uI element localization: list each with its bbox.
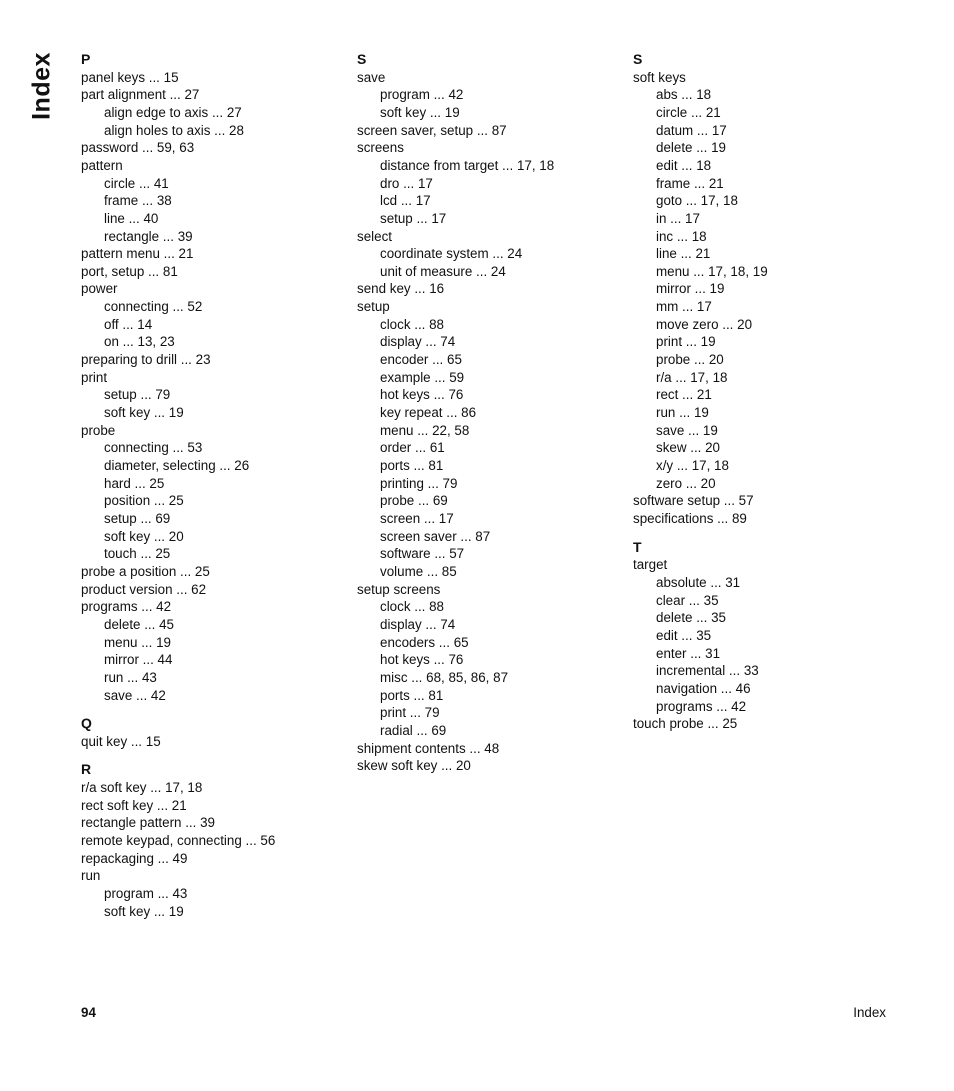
index-entry: rect soft key ... 21 [81,797,187,813]
index-entry: software setup ... 57 [633,493,754,509]
index-subentry: setup ... 17 [380,210,447,226]
index-subentry: dro ... 17 [380,175,433,191]
index-subentry: circle ... 21 [656,104,721,120]
index-subentry: menu ... 22, 58 [380,422,470,438]
index-subentry: align holes to axis ... 28 [104,122,244,138]
index-subentry: lcd ... 17 [380,193,431,209]
index-subentry: clock ... 88 [380,316,445,332]
index-entry: pattern menu ... 21 [81,246,194,262]
index-subentry: probe ... 69 [380,493,448,509]
index-entry: part alignment ... 27 [81,87,200,103]
index-subentry: inc ... 18 [656,228,707,244]
index-subentry: hot keys ... 76 [380,387,464,403]
index-subentry: on ... 13, 23 [104,334,175,350]
index-subentry: save ... 19 [656,422,718,438]
footer-section-title: Index [853,1005,886,1020]
index-letter-heading: P [81,51,91,67]
index-subentry: print ... 19 [656,334,716,350]
index-subentry: printing ... 79 [380,475,458,491]
index-letter-heading: S [357,51,367,67]
index-entry: setup [357,299,390,315]
side-tab-title [26,50,58,122]
index-subentry: distance from target ... 17, 18 [380,157,555,173]
index-entry: specifications ... 89 [633,511,747,526]
index-entry: skew soft key ... 20 [357,758,471,774]
index-subentry: unit of measure ... 24 [380,263,506,279]
index-subentry: rect ... 21 [656,387,712,403]
index-column-3 [633,50,893,733]
index-subentry: misc ... 68, 85, 86, 87 [380,669,509,685]
index-entry: product version ... 62 [81,581,207,597]
index-entry: send key ... 16 [357,281,445,297]
index-subentry: display ... 74 [380,334,456,350]
index-subentry: key repeat ... 86 [380,405,477,421]
index-subentry: navigation ... 46 [656,680,751,696]
index-subentry: line ... 40 [104,210,159,226]
index-entry: repackaging ... 49 [81,850,188,866]
index-subentry: example ... 59 [380,369,465,385]
index-subentry: hot keys ... 76 [380,652,464,668]
index-entry: pattern [81,157,123,173]
index-entry: password ... 59, 63 [81,140,195,156]
index-entry: touch probe ... 25 [633,716,738,732]
index-subentry: touch ... 25 [104,546,171,562]
index-subentry: coordinate system ... 24 [380,246,523,262]
index-group [81,761,341,920]
index-group [357,51,617,775]
index-subentry: soft key ... 19 [380,104,460,120]
index-subentry: circle ... 41 [104,175,169,191]
index-entry: probe [81,422,116,438]
index-subentry: off ... 14 [104,316,153,332]
index-subentry: delete ... 19 [656,140,726,156]
index-entry: shipment contents ... 48 [357,740,500,756]
index-subentry: datum ... 17 [656,122,727,138]
index-subentry: volume ... 85 [380,563,457,579]
index-entry: remote keypad, connecting ... 56 [81,833,276,849]
side-tab-title-text: Index [27,52,56,120]
index-subentry: menu ... 17, 18, 19 [656,263,768,279]
index-subentry: programs ... 42 [656,698,747,714]
index-subentry: abs ... 18 [656,87,712,103]
index-entry: probe a position ... 25 [81,563,210,579]
index-subentry: line ... 21 [656,246,711,262]
index-subentry: connecting ... 52 [104,299,203,315]
index-subentry: r/a ... 17, 18 [656,369,728,385]
index-subentry: hard ... 25 [104,475,165,491]
index-entry: run [81,868,101,884]
index-subentry: probe ... 20 [656,352,724,368]
index-letter-heading: R [81,761,92,778]
index-subentry: setup ... 69 [104,511,171,526]
index-group [81,51,341,704]
index-column-1 [81,50,341,920]
index-subentry: display ... 74 [380,616,456,632]
index-subentry: edit ... 18 [656,157,712,173]
index-subentry: screen saver ... 87 [380,528,491,544]
index-entry: rectangle pattern ... 39 [81,815,215,831]
index-subentry: connecting ... 53 [104,440,203,456]
index-subentry: ports ... 81 [380,458,444,474]
index-subentry: program ... 43 [104,886,188,901]
index-subentry: mirror ... 19 [656,281,725,297]
index-entry: preparing to drill ... 23 [81,352,211,368]
index-subentry: position ... 25 [104,493,184,509]
index-subentry: clear ... 35 [656,592,719,608]
index-group [81,715,341,750]
index-entry: screen saver, setup ... 87 [357,122,507,138]
index-entry: soft keys [633,69,686,85]
index-column-2 [357,50,617,775]
index-subentry: soft key ... 20 [104,528,184,544]
index-subentry: order ... 61 [380,440,445,456]
index-subentry: align edge to axis ... 27 [104,104,242,120]
index-subentry: enter ... 31 [656,645,721,661]
index-subentry: rectangle ... 39 [104,228,193,244]
index-subentry: delete ... 35 [656,610,726,626]
index-subentry: menu ... 19 [104,634,171,650]
index-entry: r/a soft key ... 17, 18 [81,780,203,796]
index-entry: print [81,369,108,385]
index-entry: screens [357,140,404,156]
index-entry: select [357,228,392,244]
index-subentry: in ... 17 [656,210,700,226]
index-subentry: run ... 19 [656,405,709,421]
index-subentry: mirror ... 44 [104,652,173,668]
index-subentry: absolute ... 31 [656,574,741,590]
index-subentry: print ... 79 [380,705,440,721]
page-number: 94 [81,1005,96,1020]
index-subentry: zero ... 20 [656,475,716,491]
index-subentry: frame ... 38 [104,193,172,209]
index-group [633,539,893,733]
index-subentry: move zero ... 20 [656,316,753,332]
index-subentry: soft key ... 19 [104,903,184,919]
index-group [633,51,893,528]
index-subentry: software ... 57 [380,546,465,562]
index-subentry: edit ... 35 [656,627,712,643]
index-subentry: setup ... 79 [104,387,171,403]
index-entry: port, setup ... 81 [81,263,178,279]
index-entry: panel keys ... 15 [81,69,179,85]
index-subentry: goto ... 17, 18 [656,193,738,209]
index-entry: programs ... 42 [81,599,172,615]
index-entry: quit key ... 15 [81,733,161,749]
index-entry: save [357,69,386,85]
index-subentry: skew ... 20 [656,440,721,456]
index-letter-heading: Q [81,715,92,732]
index-subentry: ports ... 81 [380,687,444,703]
index-subentry: frame ... 21 [656,175,724,191]
index-subentry: save ... 42 [104,687,166,703]
index-subentry: mm ... 17 [656,299,712,315]
index-subentry: incremental ... 33 [656,663,759,679]
index-subentry: encoder ... 65 [380,352,462,368]
index-entry: power [81,281,118,297]
index-subentry: encoders ... 65 [380,634,469,650]
index-subentry: radial ... 69 [380,722,447,738]
index-subentry: clock ... 88 [380,599,445,615]
index-letter-heading: S [633,51,643,67]
index-subentry: diameter, selecting ... 26 [104,458,250,474]
index-subentry: program ... 42 [380,87,464,103]
index-entry: setup screens [357,581,441,597]
index-subentry: soft key ... 19 [104,405,184,421]
index-subentry: run ... 43 [104,669,157,685]
index-subentry: screen ... 17 [380,511,454,526]
index-subentry: delete ... 45 [104,616,174,632]
index-subentry: x/y ... 17, 18 [656,458,729,474]
index-letter-heading: T [633,538,642,555]
index-entry: target [633,557,668,573]
